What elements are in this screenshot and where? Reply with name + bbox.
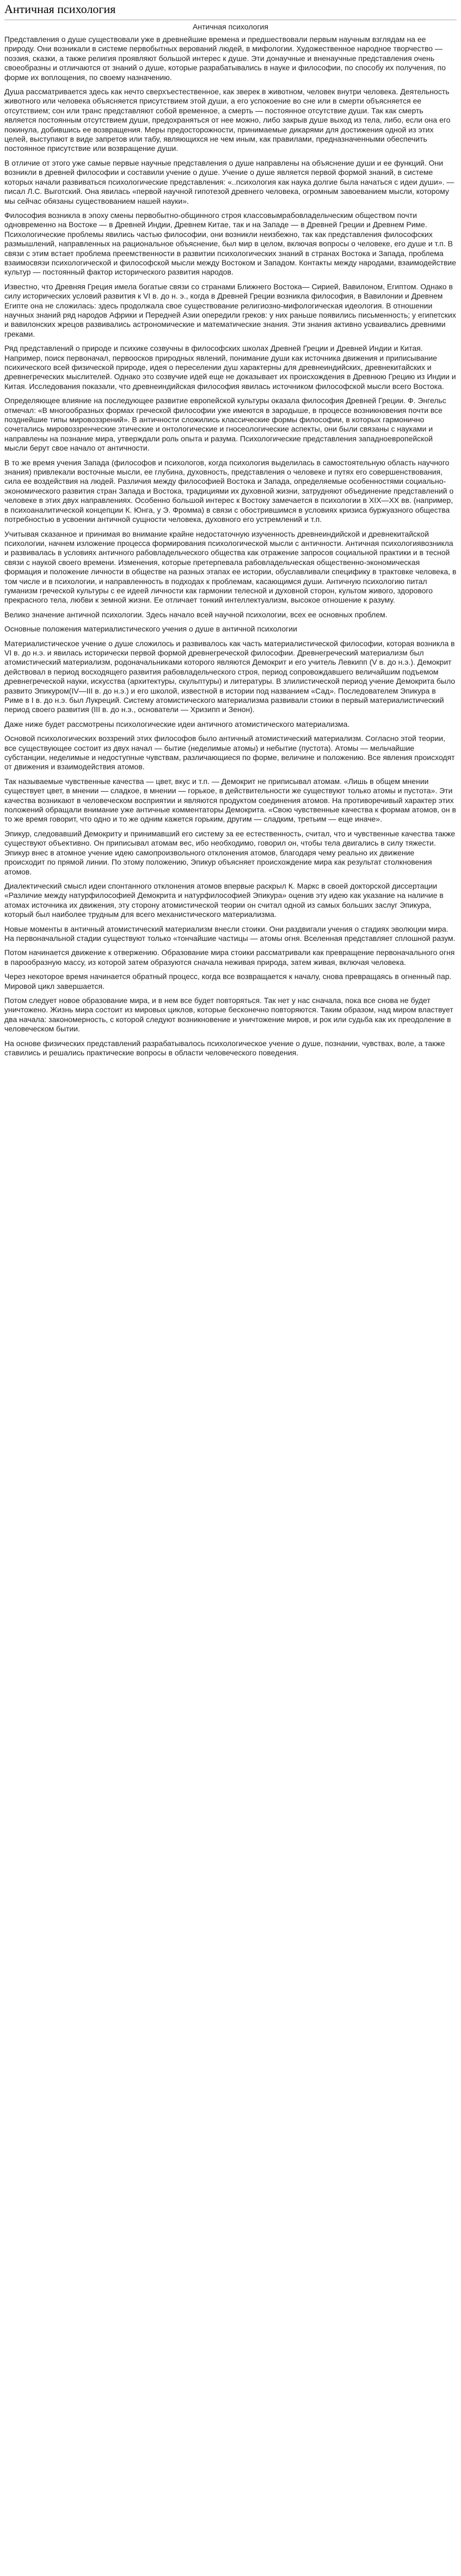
paragraph: В то же время учения Запада (философов и психологов, когда психология выделилась в самостоятельную область научного знания) привлекали восточные мысли, ее глубина, духовность, представления о человеке и путях его совершенствования, сила ее воздействия на людей. Различия между философией Востока и Запада, определяемые особенностями социально-экономического развития стран Запада и Востока, традициями их духовной жизни, затрудняют объединение представлений о человеке в этих двух направлениях. Особенно большой интерес к Востоку замечается в психологии в XIX—XX вв. (например, в психоаналитической концепции К. Юнга, у Э. Фромма) в связи с обострившимся в условиях кризиса буржуазного общества потребностью в усвоении античной сущности человека, духовного его устремлений и т.п. bbox=[4, 458, 454, 524]
paragraph: Основные положения материалистического учения о душе в античной психологии bbox=[4, 624, 297, 634]
paragraph: Потом следует новое образование мира, и в нем все будет повторяться. Так нет у нас сначала, пока все снова не будет уничтожено. Жизнь мира состоит из мировых циклов, которые бесконечно повторяются. Таким образом, над миром властвует два начала: закономерность, с которой следуют возникновение и уничтожение миров, и рок или судьба как их преодоление в человеческом бытии. bbox=[4, 995, 453, 1034]
paragraph: Диалектический смысл идеи спонтанного отклонения атомов впервые раскрыл К. Маркс в своей докторской диссертации «Различие между натурфилософией Демокрита и натурфилософией Эпикура» оценив эту идею как указание на наличие в атомах источника их движения, эту сторону атомистической теории он считал одной из самых больших заслуг Эпикура, который был наиболее трудным для всего механистического материализма. bbox=[4, 881, 444, 919]
paragraph: Эпикур, следовавший Демокриту и принимавший его систему за ее естественность, считал, что и чувственные качества также существуют объективно. Он приписывал атомам вес, ибо необходимо, говорил он, чтобы тела двигались в силу тяжести. Эпикур внес в атомное учение идею самопроизвольного отклонения атомов, благодаря чему реально их движение происходит по прямой линии. По этому положению, Эпикур объясняет происхождение мира как результат столкновения атомов. bbox=[4, 829, 456, 876]
paragraph: Душа рассматривается здесь как нечто сверхъестественное, как зверек в животном, человек внутри человека. Деятельность животного или человека объясняется присутствием этой души, а его успокоение во сне или в смерти объясняется ее отсутствием; сон или транс представляют собой временное, а смерть — постоянное отсутствие души. Так как смерть является постоянным отсутствием души, предохраняться от нее можно, либо закрыв душе выход из тела, либо, если она его покинула, добившись ее возвращения. Меры предосторожности, принимаемые дикарями для достижения одной из этих целей, выступают в виде запретов или табу, являющихся не чем иным, как правилами, предназначенными обеспечить постоянное присутствие или возвращение души. bbox=[4, 87, 451, 153]
paragraph: Известно, что Древняя Греция имела богатые связи со странами Ближнего Востока— Сирией, Вавилоном, Египтом. Однако в силу исторических условий развития к VI в. до н. э., когда в Древней Греции возникла философия, в Вавилонии и Древнем Египте она не сложилась: здесь продолжала свое существование религиозно-мифологическая идеология. В отношении научных знаний ряд народов Африки и Передней Азии опередили греков: у них раньше появились письменность; у египетских и вавилонских жрецов развивались астрономические и математические знания. Эти знания активно усваивались древними греками. bbox=[4, 282, 456, 338]
paragraph: Новые моменты в античный атомистический материализм внесли стоики. Они раздвигали учения о стадиях эволюции мира. На первоначальной стадии существуют только «тончайшие частицы — атомы огня. Вселенная представляет сплошной разум. bbox=[4, 924, 456, 943]
paragraph: В отличие от этого уже самые первые научные представления о душе направлены на объяснение души и ее функций. Они возникли в древней философии и составили учение о душе. Учение о душе является первой формой знаний, в системе которых начали развиваться психологические представления: «..психология как наука долгие была начаться с идеи души». — писал Л.С. Выготский. Она явилась «первой научной гипотезой древнего человека, огромным завоеванием мысли, которому мы сейчас обязаны существованием нашей науки». bbox=[4, 158, 454, 205]
paragraph: Основой психологических воззрений этих философов было античный атомистический материализм. Согласно этой теории, все существующее состоит из двух начал — бытие (неделимые атомы) и небытие (пустота). Атомы — мельчайшие субстанции, неделимые и недоступные чувствам, различающиеся по форме, величине и положению. Все явления происходят от движения и взаимодействия атомов. bbox=[4, 734, 455, 771]
article-body bbox=[4, 35, 457, 1058]
paragraph: Материалистическое учение о душе сложилось и развивалось как часть материалистической философии, которая возникла в VI в. до н.э. и явилась исторически первой формой древнегреческой философии. Древнегреческий материализм был атомистический материализм, родоначальниками которого являются Демокрит и его учитель Левкипп (V в. до н.э.). Демокрит действовал в период восходящего развития рабовладельческого строя, период сопровождавшего величайшим подъемом древнегреческой науки, искусства (архитектуры, скульптуры) и литературы. В злилистической период учение Демокрита было развито Эпикуром(IV—III в. до н.э.) и его школой, известной в истории под названием «Сад». Последователем Эпикура в Риме в I в. до н.э. был Лукреций. Систему атомистического материализма развивали стоики в первый материалистический период своего развития (III в. до н.э., основатели — Хризипп и Зенон). bbox=[4, 639, 456, 714]
paragraph: Учитывая сказанное и принимая во внимание крайне недостаточную изученность древнеиндийской и древнекитайской психологии, начнем изложение процесса формирования психологической мысли с античности. Античная психологиявозникла и развивалась в условиях античного рабовладельческого общества как отражение запросов социальной практики и в тесной связи с наукой своего времени. Изменения, которые претерпевала рабовладельческая общественно-экономическая формация и положение личности в обществе на разных этапах ее истории, обуславливали специфику в трактовке человека, в том числе и в психологии, и направленность в подходах к проблемам, касающимся души. Античную психологию питал гуманизм греческой культуры с ее идеей личности как гармонии телесной и духовной сторон, культом живого, здорового прекрасного тела, любви к земной жизни. Ее отличает тонкий интеллектуализм, высокое отношение к разуму. bbox=[4, 529, 457, 605]
document-page bbox=[0, 0, 461, 1058]
paragraph: Через некоторое время начинается обратный процесс, когда все возвращается к началу, снова превращаясь в огненный пар. Мировой цикл завершается. bbox=[4, 972, 452, 991]
paragraph: Представления о душе существовали уже в древнейшие времена и предшествовали первым научным взглядам на ее природу. Они возникали в системе первобытных верований людей, в мифологии. Художественное народное творчество — поэзия, сказки, а также религия проявляют большой интерес к душе. Эти донаучные и вненаучные представления очень своеобразны и отличаются от знаний о душе, которые разрабатывались в науке и философии, по способу их получения, по форме их воплощения, по своему назначению. bbox=[4, 35, 446, 82]
paragraph: Философия возникла в эпоху смены первобытно-общинного строя классовымрабовладельческим обществом почти одновременно на Востоке — в Древней Индии, Древнем Китае, так и на Западе — в Древней Греции и Древнем Риме. Психологические проблемы явились частью философии, они возникли неизбежно, так как представления философских размышлений, направленных на рациональное объяснение, был мир в целом, включая вопросы о человеке, его душе и т.п. В связи с этим встает проблема преемственности в развитии психологических знаний в странах Востока и Запада, проблема взаимосвязи психологической и философской мысли между Востоком и Западом. Контакты между народами, взаимодействие культур — постоянный фактор исторического развития народов. bbox=[4, 210, 457, 277]
page-title: Античная психология bbox=[4, 0, 457, 20]
paragraph: Так называемые чувственные качества — цвет, вкус и т.п. — Демокрит не приписывал атомам. «Лишь в общем мнении существует цвет, в мнении — сладкое, в мнении — горькое, в действительности же существуют только атомы и пустота». Эти качества возникают в человеческом восприятии и являются продуктом соединения атомов. На противоречивый характер этих положений обращали внимание уже античные комментаторы Демокрита. «Свою чувственные качества к формам атомов, он в то же время говорит, что одно и то же одним кажется горьким, другим — сладким, третьим — еще иначе». bbox=[4, 776, 456, 824]
paragraph: На основе физических представлений разрабатывалось психологическое учение о душе, познании, чувствах, воле, а также ставились и решались практические вопросы в области человеческого поведения. bbox=[4, 1038, 445, 1057]
paragraph: Велико значение античной психологии. Здесь начало всей научной психологии, всех ее основных проблем. bbox=[4, 610, 388, 619]
paragraph: Определяющее влияние на последующее развитие европейской культуры оказала философия Древней Греции. Ф. Энгельс отмечал: «В многообразных формах греческой философии уже имеются в зародыше, в процессе возникновения почти все позднейшие типы мировоззрений». В античности сложились классические формы философии, в которых гармонично сочетались мировоззренческие этические и онтологические и гносеологические аспекты, они были связаны с науками и направлены на познание мира, утверждали роль опыта и разума. Психологические представления западноевропейской мысли берут свое начало от античности. bbox=[4, 396, 446, 453]
paragraph: Даже ниже будет рассмотрены психологические идеи античного атомистического материализма. bbox=[4, 719, 350, 728]
paragraph: Ряд представлений о природе и психике созвучны в философских школах Древней Греции и Древней Индии и Китая. Например, поиск первоначал, первоосков природных явлений, понимание души как источника движения и приписывание психического всей физической природе, идея о переселении душ характерны для древнеиндийских, древнекитайских и древнегреческих мыслителей. Однако это созвучие идей еще не доказывает их происхождения в Древнюю Грецию из Индии и Китая. Исследования показали, что древнеиндийская философия явилась источником философской мысли всего Востока. bbox=[4, 344, 456, 391]
article-subtitle: Античная психология bbox=[193, 22, 268, 31]
paragraph: Потом начинается движение к отвержению. Образование мира стоики рассматривали как превращение первоначального огня в парообразную массу, из которой затем образуются сначала неживая природа, затем живая, включая человека. bbox=[4, 948, 455, 967]
